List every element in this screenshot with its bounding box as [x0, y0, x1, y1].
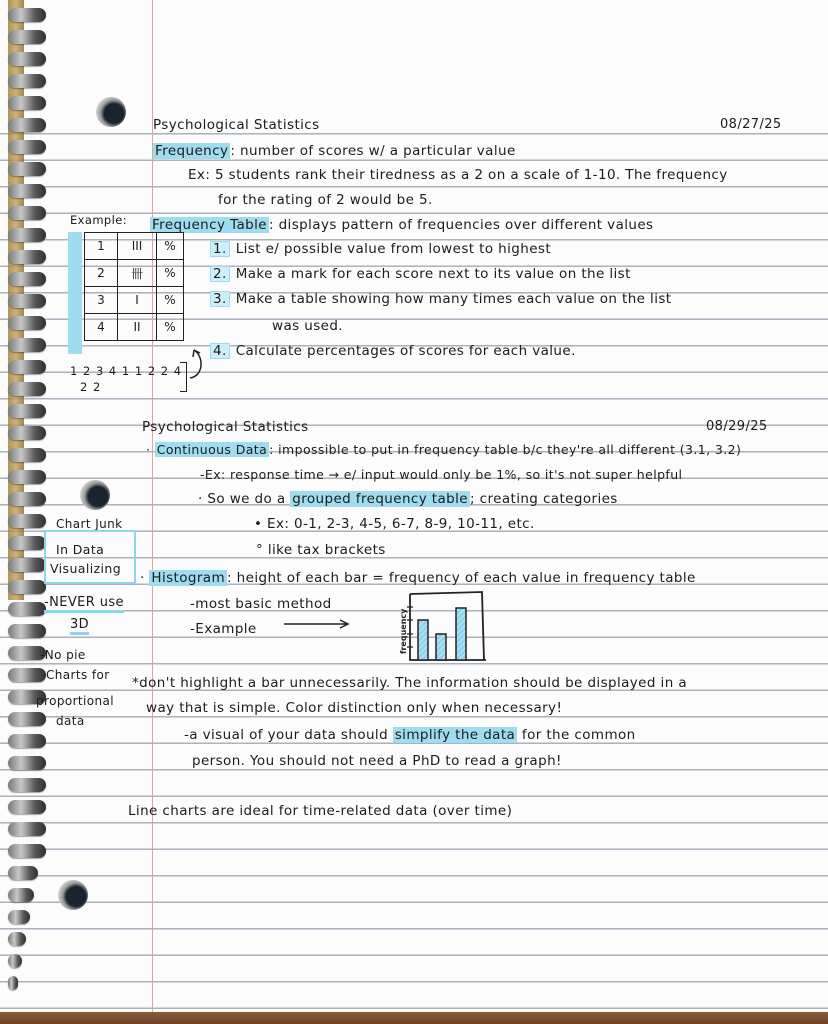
raw-scores: 2 2: [80, 380, 102, 394]
table-row: [85, 233, 184, 260]
step-number: 3.: [210, 291, 230, 307]
sidebar-note: Visualizing: [50, 561, 122, 576]
coil-icon: [8, 382, 46, 396]
definition-frequency: [153, 142, 516, 160]
coil-icon: [8, 316, 46, 330]
coil-icon: [8, 976, 18, 990]
percent-cell: %: [157, 260, 184, 287]
term-grouped-frequency-table: grouped frequency table: [292, 491, 469, 507]
histogram-bar: [456, 608, 466, 660]
spiral-binding: [0, 0, 52, 1014]
table-row: [85, 314, 184, 341]
table-row: [85, 260, 184, 287]
coil-icon: [8, 228, 46, 242]
definition-histogram: [140, 569, 696, 587]
coil-icon: [8, 184, 46, 198]
step-number: 1.: [210, 241, 230, 257]
section-title: Psychological Statistics: [142, 419, 309, 435]
coil-icon: [8, 30, 46, 44]
bracket: [180, 362, 187, 392]
histogram-bar: [418, 620, 428, 660]
coil-icon: [8, 954, 22, 968]
example-line: for the rating of 2 would be 5.: [218, 192, 433, 208]
histogram-note: -most basic method: [190, 596, 332, 612]
tally-cell: 卌: [118, 260, 157, 287]
grouped-line: [198, 490, 618, 508]
sidebar-note: proportional: [36, 694, 114, 708]
step-text: List e/ possible value from lowest to highest: [235, 241, 552, 257]
tally-cell: I: [118, 287, 157, 314]
sidebar-note: -No pie: [40, 648, 86, 662]
coil-icon: [8, 756, 46, 770]
grouped-example: • Ex: 0-1, 2-3, 4-5, 6-7, 8-9, 10-11, etc.: [254, 516, 535, 532]
example-frequency-table: [84, 232, 184, 341]
coil-icon: [8, 250, 46, 264]
definition-text: : impossible to put in frequency table b/c they're all different (3.1, 3.2): [269, 442, 742, 457]
coil-icon: [8, 536, 46, 550]
tally-cell: III: [118, 233, 157, 260]
coil-icon: [8, 602, 46, 616]
coil-icon: [8, 844, 46, 858]
coil-icon: [8, 624, 46, 638]
step-item: [210, 240, 551, 258]
punch-hole: [58, 880, 88, 910]
note-line: *don't highlight a bar unnecessarily. The information should be displayed in a: [132, 675, 688, 691]
section-title: Psychological Statistics: [153, 117, 320, 133]
visual-suffix: for the common: [517, 727, 636, 743]
sidebar-note: In Data: [56, 542, 105, 557]
coil-icon: [8, 96, 46, 110]
axis-label: frequency: [399, 608, 408, 654]
step-text: Make a table showing how many times each value on the list: [235, 291, 672, 307]
coil-icon: [8, 910, 30, 924]
histogram-bar: [436, 634, 446, 660]
coil-icon: [8, 558, 46, 572]
arrow-right-icon: [282, 619, 352, 629]
coil-icon: [8, 360, 46, 374]
coil-icon: [8, 426, 46, 440]
step-item: [210, 265, 631, 283]
definition-continuous-data: [146, 441, 741, 459]
sidebar-note-never: [44, 594, 124, 612]
step-text: Make a mark for each score next to its value on the list: [235, 266, 631, 282]
visual-line: [184, 726, 636, 744]
step-item: [210, 290, 671, 308]
coil-icon: [8, 52, 46, 66]
value-cell: 2: [85, 260, 118, 287]
term-frequency-table: Frequency Table: [152, 217, 267, 233]
grouped-suffix: ; creating categories: [470, 491, 618, 507]
coil-icon: [8, 294, 46, 308]
table-row: [85, 287, 184, 314]
step-text: Calculate percentages of scores for each value.: [235, 343, 576, 359]
example-line: Ex: 5 students rank their tiredness as a 2 on a scale of 1-10. The frequency: [188, 167, 728, 183]
coil-icon: [8, 580, 46, 594]
coil-icon: [8, 932, 26, 946]
coil-icon: [8, 668, 46, 682]
coil-icon: [8, 866, 38, 880]
desk-surface: [0, 1012, 828, 1024]
term-simplify-the-data: simplify the data: [394, 727, 516, 743]
sidebar-note: Charts for: [46, 668, 110, 682]
coil-icon: [8, 206, 46, 220]
coil-icon: [8, 338, 46, 352]
definition-text: : number of scores w/ a particular value: [230, 143, 516, 159]
grouped-like: ° like tax brackets: [256, 542, 386, 558]
coil-icon: [8, 712, 46, 726]
definition-text: : displays pattern of frequencies over different values: [268, 217, 654, 233]
coil-icon: [8, 470, 46, 484]
term-frequency: Frequency: [155, 143, 229, 159]
histogram-sketch: [398, 590, 490, 664]
section-date: 08/29/25: [706, 419, 768, 434]
coil-icon: [8, 74, 46, 88]
coil-icon: [8, 404, 46, 418]
raw-scores: 1 2 3 4 1 1 2 2 4: [70, 364, 183, 378]
value-cell: 3: [85, 287, 118, 314]
term-continuous-data: Continuous Data: [156, 442, 268, 457]
section-date: 08/27/25: [720, 117, 782, 132]
coil-icon: [8, 448, 46, 462]
term-histogram: Histogram: [151, 570, 226, 586]
coil-icon: [8, 492, 46, 506]
percent-cell: %: [157, 287, 184, 314]
definition-frequency-table: [150, 216, 654, 234]
value-cell: 4: [85, 314, 118, 341]
sidebar-note-chart-junk: Chart Junk: [56, 517, 123, 531]
coil-icon: [8, 272, 46, 286]
note-line: person. You should not need a PhD to read a graph!: [192, 753, 562, 769]
coil-icon: [8, 118, 46, 132]
histogram-note: -Example: [190, 621, 257, 637]
table-highlight: [68, 232, 82, 354]
coil-icon: [8, 822, 46, 836]
example-line: -Ex: response time → e/ input would only be 1%, so it's not super helpful: [200, 467, 683, 482]
percent-cell: %: [157, 233, 184, 260]
tally-cell: II: [118, 314, 157, 341]
sidebar-note-3d: [70, 616, 89, 634]
coil-icon: [8, 888, 34, 902]
coil-icon: [8, 162, 46, 176]
never-use-text: -NEVER use: [44, 595, 124, 613]
coil-icon: [8, 8, 46, 22]
step-continuation: was used.: [272, 318, 343, 334]
grouped-prefix: · So we do a: [198, 491, 291, 507]
definition-text: : height of each bar = frequency of each value in frequency table: [227, 570, 696, 586]
bullet: ·: [146, 442, 155, 457]
coil-icon: [8, 140, 46, 154]
example-label: Example:: [70, 213, 127, 227]
visual-prefix: -a visual of your data should: [184, 727, 393, 743]
coil-icon: [8, 734, 46, 748]
coil-icon: [8, 778, 46, 792]
note-line-charts: Line charts are ideal for time-related data (over time): [128, 803, 513, 819]
value-cell: 1: [85, 233, 118, 260]
step-number: 4.: [210, 343, 230, 359]
coil-icon: [8, 800, 46, 814]
note-line: way that is simple. Color distinction only when necessary!: [146, 700, 563, 716]
coil-icon: [8, 514, 46, 528]
punch-hole: [96, 97, 126, 127]
bullet: ·: [140, 570, 150, 586]
curved-arrow-icon: [188, 344, 210, 384]
percent-cell: %: [157, 314, 184, 341]
three-d-text: 3D: [70, 617, 89, 635]
step-item: [210, 342, 576, 360]
sidebar-note: data: [56, 714, 85, 728]
step-number: 2.: [210, 266, 230, 282]
punch-hole: [80, 480, 110, 510]
